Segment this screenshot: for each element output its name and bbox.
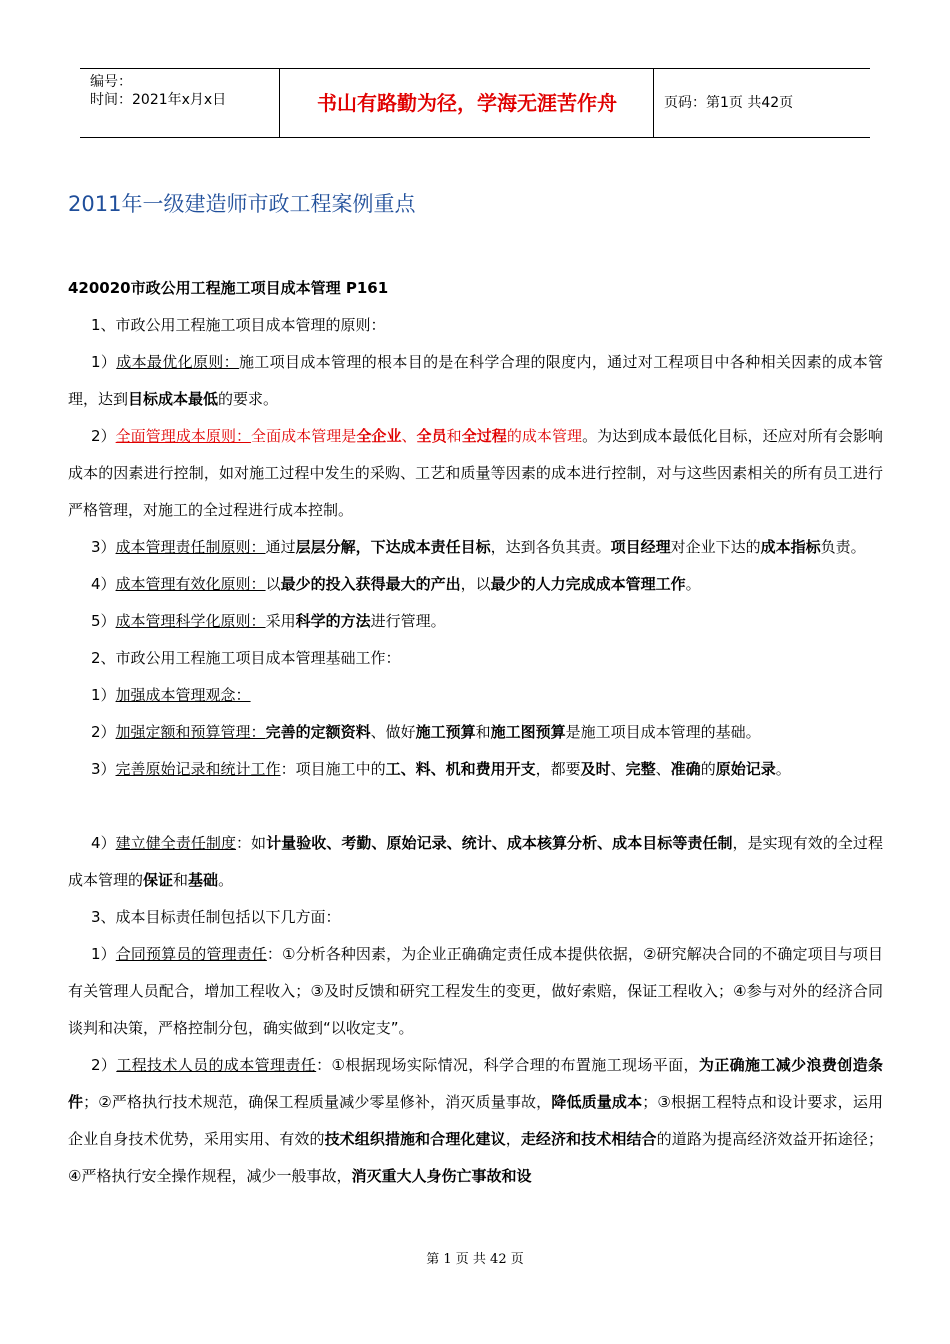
text-run: 采用 (265, 612, 296, 630)
text-run: 成本管理有效化原则： (115, 575, 266, 593)
text-run: 和 (173, 871, 189, 889)
text-run: 成本管理责任制原则： (115, 538, 266, 556)
text-run: ：如 (236, 834, 267, 852)
page-label: 页码：第1页 共42页 (664, 95, 794, 111)
text-run: 1、市政公用工程施工项目成本管理的原则： (91, 316, 386, 334)
text-run: ：①分析各种因素，为企业正确确定责任成本提供依据，②研究解决合同的不确定项目与项目有关管理人员配合，增加工程收入；③及时反馈和研究工程发生的变更，做好索赔，保证工程收入；④参与对外的经济合同谈判和决策，严格控制分包，确实做到“以收定支”。 (68, 945, 883, 1037)
text-run: 消灭重大人身伤亡事故和设 (351, 1167, 532, 1185)
text-run: 施工预算 (415, 723, 476, 741)
text-run: 保证 (143, 871, 174, 889)
text-run: 全面管理成本原则： (115, 427, 252, 445)
text-run: 通过 (265, 538, 296, 556)
text-run: ：项目施工中的 (280, 760, 386, 778)
basic-1 (68, 677, 883, 714)
header-left-cell (80, 69, 280, 137)
text-run: 加强成本管理观念： (115, 686, 251, 704)
text-run: ；③根据工程特点和设计要求，运用企业自身技术优势，采用实用、有效的 (68, 1093, 883, 1148)
text-run: 3） (91, 538, 116, 556)
text-run: 计量验收、考勤、原始记录、统计、成本核算分析、成本目标等责任制 (266, 834, 733, 852)
text-run: 全员 (416, 427, 447, 445)
text-run: 4） (91, 834, 116, 852)
text-run: ：①根据现场实际情况，科学合理的布置施工现场平面， (316, 1056, 699, 1074)
text-run: 负责。 (820, 538, 866, 556)
document-body (68, 270, 883, 1195)
principle-1 (68, 344, 883, 418)
page-footer: 第 1 页 共 42 页 (426, 1252, 524, 1267)
text-run: 、 (610, 760, 626, 778)
text-run: 层层分解，下达成本责任目标 (295, 538, 491, 556)
text-run: 工、料、机和费用开支 (385, 760, 536, 778)
text-run: ， (505, 1130, 521, 1148)
text-run: 最少的投入获得最大的产出 (280, 575, 461, 593)
item-1-heading (68, 307, 883, 344)
text-run: 1） (91, 353, 117, 371)
principle-2 (68, 418, 883, 529)
text-run: ，达到各负其责。 (490, 538, 611, 556)
text-run: 成本最优化原则： (116, 353, 239, 371)
text-run: 的要求。 (218, 390, 279, 408)
text-run: 的成本管理 (506, 427, 583, 445)
text-run: 为正确施工减少浪费创造条件 (68, 1056, 883, 1111)
basic-3 (68, 751, 883, 788)
text-run: ，是实现有效的全过程成本管理的 (68, 834, 883, 889)
text-run: 的道路为提高经济效益开拓途径；④严格执行安全操作规程，减少一般事故， (68, 1130, 883, 1185)
document-title: 2011年一级建造师市政工程案例重点 (68, 192, 416, 216)
text-run: 2） (91, 427, 116, 445)
header-table (80, 68, 870, 138)
text-run: 降低质量成本 (551, 1093, 643, 1111)
text-run: 最少的人力完成成本管理工作 (490, 575, 686, 593)
text-run: 成本管理科学化原则： (115, 612, 266, 630)
text-run: 准确 (670, 760, 701, 778)
text-run: 2） (91, 723, 116, 741)
item-3-heading (68, 899, 883, 936)
text-run: 2、市政公用工程施工项目成本管理基础工作： (91, 649, 401, 667)
text-run: 、 (401, 427, 417, 445)
text-run: 3） (91, 760, 116, 778)
text-run: 成本指标 (760, 538, 821, 556)
text-run: 。 (685, 575, 701, 593)
principle-4 (68, 566, 883, 603)
basic-2 (68, 714, 883, 751)
text-run: 以 (265, 575, 281, 593)
text-run: 科学的方法 (295, 612, 371, 630)
text-run: 4） (91, 575, 116, 593)
text-run: 目标成本最低 (128, 390, 219, 408)
text-run: 5） (91, 612, 116, 630)
principle-3 (68, 529, 883, 566)
text-run: 全面成本管理是 (251, 427, 357, 445)
section-heading: 420020市政公用工程施工项目成本管理 P161 (68, 279, 389, 297)
text-run: 的 (700, 760, 716, 778)
text-run: 、做好 (370, 723, 416, 741)
number-label: 编号： (90, 74, 132, 90)
date-label: 时间：2021年x月x日 (90, 92, 227, 108)
duty-1 (68, 936, 883, 1047)
text-run: 原始记录 (715, 760, 776, 778)
text-run: 完整 (625, 760, 656, 778)
text-run: 项目经理 (610, 538, 671, 556)
text-run: 进行管理。 (370, 612, 446, 630)
text-run: 。 (218, 871, 234, 889)
text-run: 施工图预算 (490, 723, 566, 741)
text-run: 完善的定额资料 (265, 723, 371, 741)
text-run: 走经济和技术相结合 (520, 1130, 657, 1148)
text-run: 和 (475, 723, 491, 741)
text-run: 1） (91, 686, 116, 704)
text-run: 。 (775, 760, 791, 778)
text-run: 合同预算员的管理责任 (115, 945, 267, 963)
text-run: 2） (91, 1056, 117, 1074)
text-run: 1） (91, 945, 116, 963)
basic-4 (68, 825, 883, 899)
text-run: 全企业 (356, 427, 402, 445)
text-run: 完善原始记录和统计工作 (115, 760, 281, 778)
paragraph-list (68, 307, 883, 1195)
text-run: 加强定额和预算管理： (115, 723, 266, 741)
text-run: 全过程 (461, 427, 507, 445)
text-run: ，都要 (535, 760, 581, 778)
text-run: 是施工项目成本管理的基础。 (565, 723, 761, 741)
text-run: 对企业下达的 (670, 538, 761, 556)
item-2-heading (68, 640, 883, 677)
text-run: 及时 (580, 760, 611, 778)
text-run: 。为达到成本最低化目标，还应对所有会影响成本的因素进行控制，如对施工过程中发生的采购、工艺和质量等因素的成本进行控制，对与这些因素相关的所有员工进行严格管理，对施工的全过程进行成本控制。 (68, 427, 883, 519)
text-run: 和 (446, 427, 462, 445)
text-run: 施工项目成本管理的根本目的是在科学合理的限度内，通过对工程项目中各种相关因素的成本管理，达到 (68, 353, 883, 408)
text-run: ，以 (460, 575, 491, 593)
text-run: 技术组织措施和合理化建议 (324, 1130, 506, 1148)
text-run: 建立健全责任制度 (115, 834, 237, 852)
text-run: 基础 (188, 871, 219, 889)
text-run: 3、成本目标责任制包括以下几方面： (91, 908, 341, 926)
paragraph-spacer (68, 788, 883, 825)
principle-5 (68, 603, 883, 640)
text-run: ；②严格执行技术规范，确保工程质量减少零星修补，消灭质量事故， (83, 1093, 552, 1111)
motto: 书山有路勤为径，学海无涯苦作舟 (281, 69, 654, 137)
text-run: 工程技术人员的成本管理责任 (116, 1056, 317, 1074)
text-run: 、 (655, 760, 671, 778)
duty-2 (68, 1047, 883, 1195)
